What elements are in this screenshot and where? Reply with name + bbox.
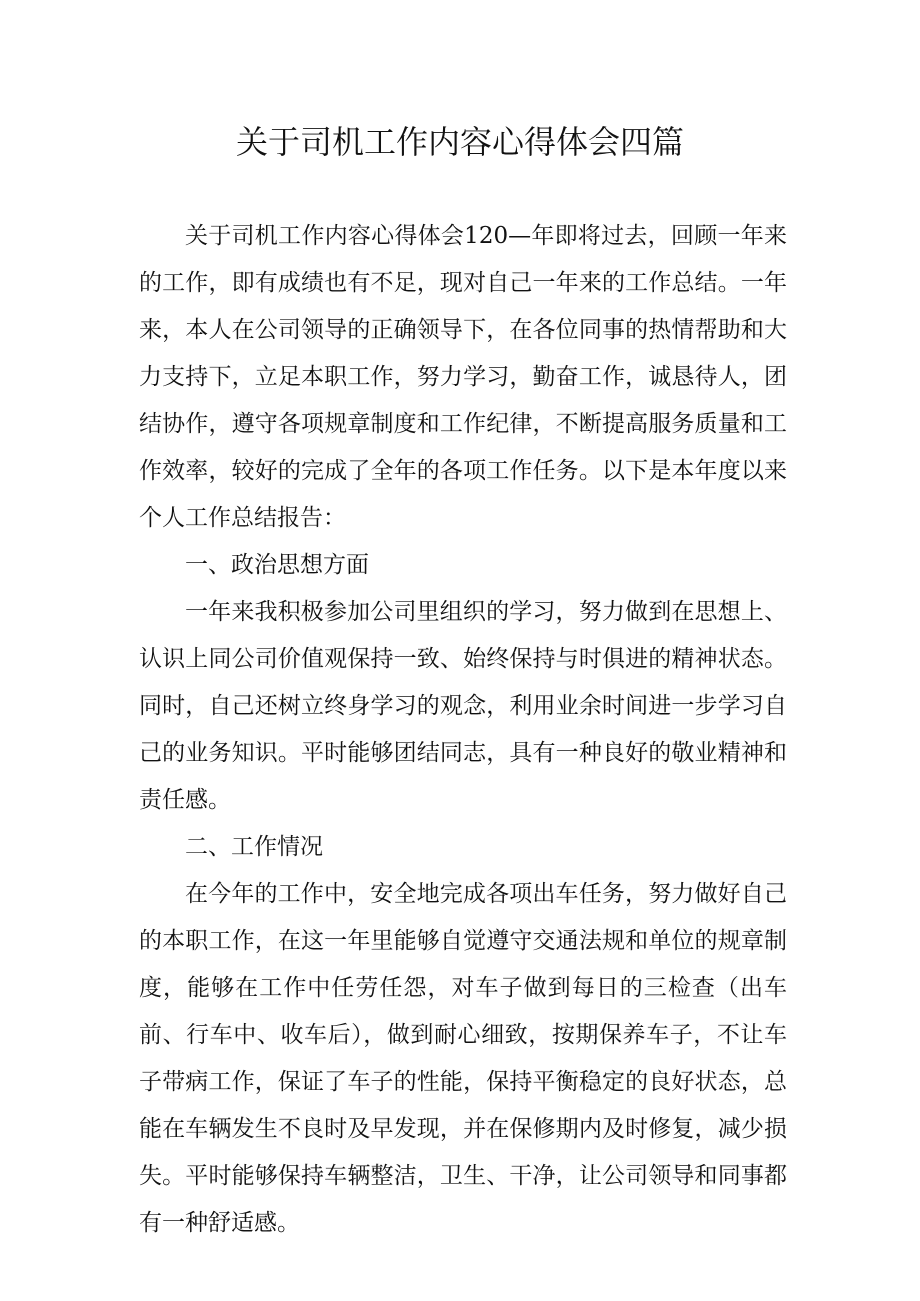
paragraph-intro: 关于司机工作内容心得体会120—年即将过去，回顾一年来的工作，即有成绩也有不足，现对自己一年来的工作总结。一年来，本人在公司领导的正确领导下，在各位同事的热情帮助和大力支持下，立足本职工作，努力学习，勤奋工作，诚恳待人，团结协作，遵守各项规章制度和工作纪律，不断提高服务质量和工作效率，较好的完成了全年的各项工作任务。以下是本年度以来个人工作总结报告：: [139, 223, 787, 531]
document-title: 关于司机工作内容心得体会四篇: [235, 123, 684, 161]
paragraph-work: 在今年的工作中，安全地完成各项出车任务，努力做好自己的本职工作，在这一年里能够自觉遵守交通法规和单位的规章制度，能够在工作中任劳任怨，对车子做到每日的三检查（出车前、行车中、收车后），做到耐心细致，按期保养车子，不让车子带病工作，保证了车子的性能，保持平衡稳定的良好状态，总能在车辆发生不良时及早发现，并在保修期内及时修复，减少损失。平时能够保持车辆整洁，卫生、干净，让公司领导和同事都有一种舒适感。: [139, 881, 787, 1236]
section-heading-work: 二、工作情况: [185, 834, 323, 860]
document-body: [139, 213, 787, 1247]
paragraph-political: 一年来我积极参加公司里组织的学习，努力做到在思想上、认识上同公司价值观保持一致、始终保持与时俱进的精神状态。同时，自己还树立终身学习的观念，利用业余时间进一步学习自己的业务知识。平时能够团结同志，具有一种良好的敬业精神和责任感。: [139, 599, 787, 813]
section-heading-political: 一、政治思想方面: [185, 552, 369, 578]
